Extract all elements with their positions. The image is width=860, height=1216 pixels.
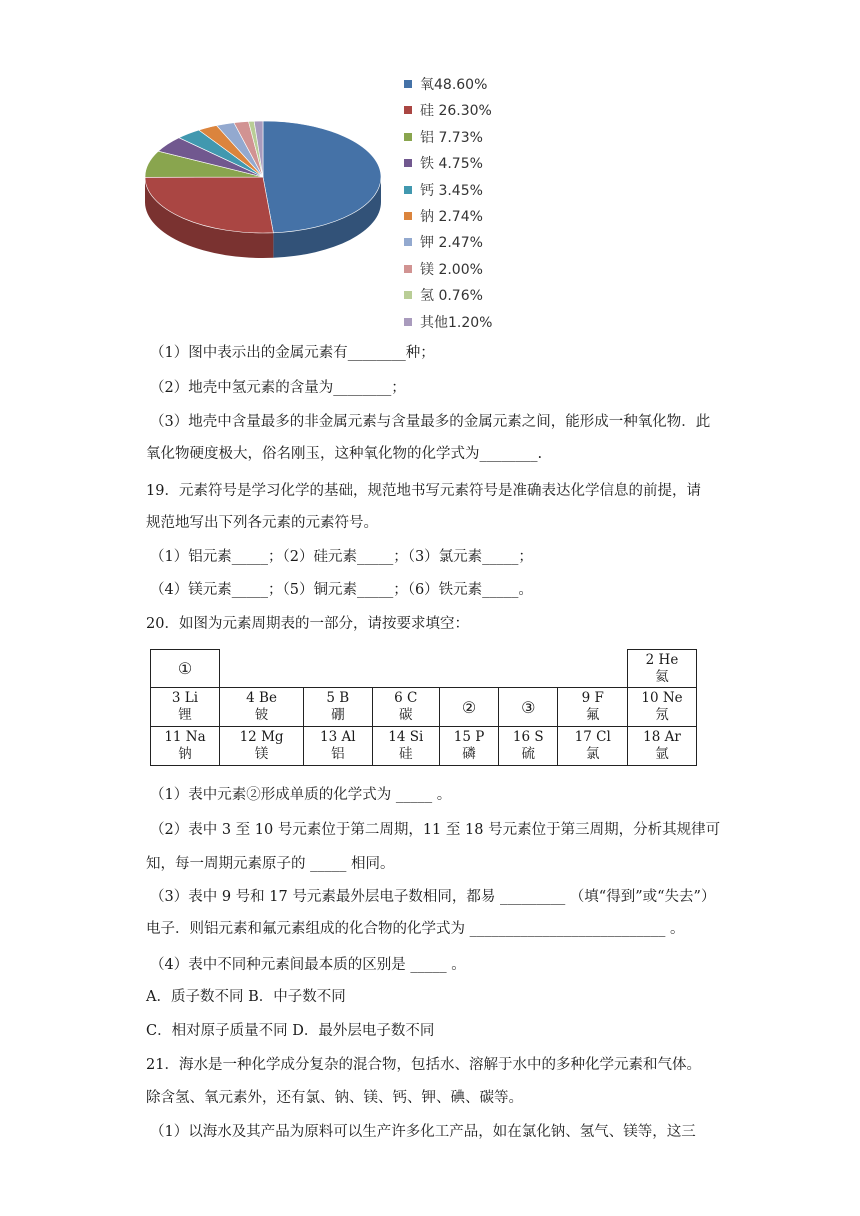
element-number-symbol: 13 Al — [320, 729, 356, 745]
q19-row2: （4）镁元素_____；（5）铜元素_____；（6）铁元素_____。 — [150, 582, 533, 598]
element-number-symbol: 11 Na — [164, 729, 206, 745]
legend-item — [404, 283, 492, 309]
element-number-symbol: 16 S — [512, 729, 544, 745]
legend-swatch — [404, 106, 412, 114]
legend-swatch — [404, 80, 412, 88]
legend-label: 钠 2.74% — [420, 208, 483, 225]
period3-cell — [304, 727, 372, 766]
element-number-symbol: 15 P — [453, 729, 485, 745]
element-number-symbol: 17 Cl — [574, 729, 611, 745]
legend-label: 镁 2.00% — [420, 261, 483, 278]
q18-part3-line1: （3）地壳中含量最多的非金属元素与含量最多的金属元素之间，能形成一种氧化物．此 — [150, 414, 711, 430]
element-name: 硫 — [521, 746, 536, 762]
element-name: 氖 — [655, 707, 669, 723]
q19-stem-line1: 19．元素符号是学习化学的基础，规范地书写元素符号是准确表达化学信息的前提，请 — [146, 483, 701, 499]
period2-cell — [372, 688, 439, 727]
q21-stem-line2: 除含氢、氧元素外，还有氯、钠、镁、钙、钾、碘、碳等。 — [146, 1090, 523, 1106]
legend-label: 硅 26.30% — [420, 103, 492, 120]
legend-label: 氧48.60% — [420, 77, 488, 93]
element-name: 磷 — [462, 746, 476, 762]
q20-options-cd: C．相对原子质量不同 D．最外层电子数不同 — [146, 1023, 435, 1039]
period2-cell — [628, 688, 697, 727]
cell-he — [628, 650, 697, 688]
element-name: 氩 — [655, 746, 669, 762]
period3-cell — [558, 727, 628, 766]
period2-cell — [220, 688, 304, 727]
q21-stem-line1: 21．海水是一种化学成分复杂的混合物，包括水、溶解于水中的多种化学元素和气体。 — [146, 1057, 701, 1073]
legend-swatch — [404, 238, 412, 246]
legend-label: 钾 2.47% — [420, 235, 483, 252]
q19-stem-line2: 规范地写出下列各元素的元素符号。 — [146, 515, 378, 531]
period3-cell — [220, 727, 304, 766]
period2-cell — [304, 688, 372, 727]
period3-cell — [499, 727, 558, 766]
element-number-symbol: 9 F — [581, 690, 604, 706]
element-name: 锂 — [178, 707, 192, 723]
period3-cell — [440, 727, 499, 766]
legend-item — [404, 204, 492, 230]
q21-part1: （1）以海水及其产品为原料可以生产许多化工产品，如在氯化钠、氢气、镁等，这三 — [150, 1124, 696, 1140]
element-number-symbol: 12 Mg — [239, 729, 284, 745]
element-name: 硅 — [399, 746, 413, 762]
period2-cell — [558, 688, 628, 727]
cell-he-num: 2 He — [645, 651, 679, 668]
legend-swatch — [404, 133, 412, 141]
q18-part1: （1）图中表示出的金属元素有________种； — [150, 345, 435, 361]
period3-cell — [372, 727, 439, 766]
q20-part3-line1: （3）表中 9 号和 17 号元素最外层电子数相同，都易 _________ （填“得到”或“失去”） — [150, 889, 716, 905]
element-number-symbol: 4 Be — [246, 690, 277, 706]
q20-part1: （1）表中元素②形成单质的化学式为 _____ 。 — [150, 787, 452, 803]
legend-label: 铁 4.75% — [420, 156, 483, 173]
pie-legend — [404, 72, 492, 336]
element-name: 氯 — [585, 746, 600, 762]
q20-part3-line2: 电子．则铝元素和氟元素组成的化合物的化学式为 ___________________________ 。 — [146, 921, 685, 937]
period3-cell — [151, 727, 220, 766]
legend-item — [404, 125, 492, 151]
q18-part2: （2）地壳中氢元素的含量为________； — [150, 380, 406, 396]
legend-label: 铝 7.73% — [420, 129, 483, 146]
element-name: 镁 — [254, 746, 269, 762]
legend-item — [404, 98, 492, 124]
q20-options-ab: A．质子数不同 B．中子数不同 — [146, 989, 346, 1005]
q19-row1: （1）铝元素_____；（2）硅元素_____；（3）氯元素_____； — [150, 549, 533, 565]
table-gap — [220, 650, 628, 688]
q20-part4: （4）表中不同种元素间最本质的区别是 _____ 。 — [150, 957, 466, 973]
legend-item — [404, 230, 492, 256]
element-number-symbol: 18 Ar — [643, 729, 681, 745]
element-number-symbol: 3 Li — [171, 690, 199, 706]
legend-swatch — [404, 159, 412, 167]
q20-part2-line1: （2）表中 3 至 10 号元素位于第二周期，11 至 18 号元素位于第三周期，分析其规律可 — [150, 822, 721, 838]
period2-cell: ② — [440, 688, 499, 727]
legend-item — [404, 257, 492, 283]
period2-cell — [151, 688, 220, 727]
element-name: 铝 — [331, 746, 345, 762]
element-name: 铍 — [254, 707, 269, 723]
period2-cell: ③ — [499, 688, 558, 727]
element-name: 氟 — [585, 707, 600, 723]
cell-circle-1: ① — [151, 650, 220, 688]
element-name: 碳 — [399, 707, 413, 723]
periodic-table-fragment — [150, 649, 697, 766]
element-number-symbol: 6 C — [394, 690, 418, 706]
cell-he-name: 氦 — [655, 668, 669, 685]
q20-part2-line2: 知，每一周期元素原子的 _____ 相同。 — [146, 856, 395, 872]
legend-swatch — [404, 265, 412, 273]
legend-item — [404, 72, 492, 98]
element-number-symbol: 10 Ne — [641, 690, 683, 706]
element-name: 硼 — [331, 707, 345, 723]
crust-element-pie-chart — [138, 112, 388, 272]
q18-part3-line2: 氧化物硬度极大，俗名刚玉，这种氧化物的化学式为________. — [146, 446, 543, 462]
legend-swatch — [404, 318, 412, 326]
legend-label: 钙 3.45% — [420, 182, 483, 199]
q20-stem: 20．如图为元素周期表的一部分，请按要求填空： — [146, 616, 469, 632]
legend-item — [404, 310, 492, 336]
period3-cell — [628, 727, 697, 766]
legend-swatch — [404, 212, 412, 220]
legend-swatch — [404, 186, 412, 194]
legend-swatch — [404, 291, 412, 299]
legend-item — [404, 178, 492, 204]
element-number-symbol: 14 Si — [388, 729, 424, 745]
legend-label: 其他1.20% — [420, 314, 493, 331]
element-number-symbol: 5 B — [326, 690, 350, 706]
legend-item — [404, 151, 492, 177]
legend-label: 氢 0.76% — [420, 288, 483, 305]
element-name: 钠 — [178, 746, 192, 762]
